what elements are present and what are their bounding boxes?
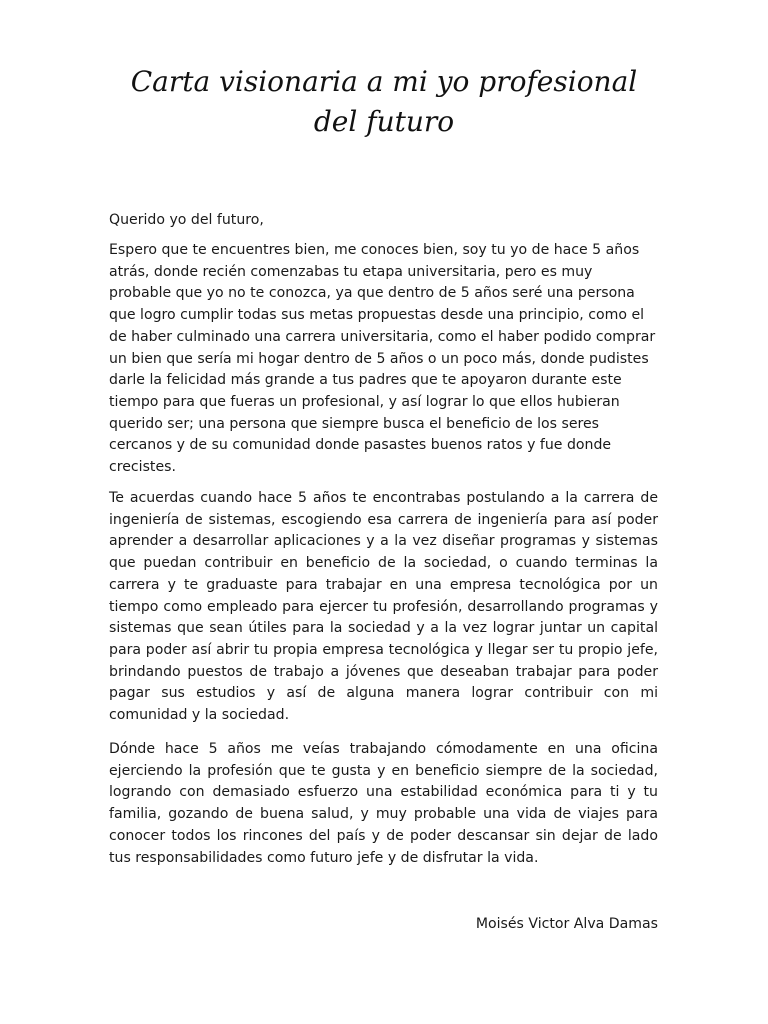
letter-paragraph-3: Dónde hace 5 años me veías trabajando cómodamente en una oficina ejerciendo la profesión que te gusta y en beneficio siempre de la sociedad, logrando con demasiado esfuerzo una estabilidad económica para ti y tu familia, gozando de buena salud, y muy probable una vida de viajes para conocer todos los rincones del país y de poder descansar sin dejar de lado tus responsabilidades como futuro jefe y de disfrutar la vida. <box>109 741 658 866</box>
letter-signature: Moisés Victor Alva Damas <box>475 916 658 932</box>
letter-paragraph-2: Te acuerdas cuando hace 5 años te encontrabas postulando a la carrera de ingeniería de sistemas, escogiendo esa carrera de ingeniería para así poder aprender a desarrollar aplicaciones y a la vez diseñar programas y sistemas que puedan contribuir en beneficio de la sociedad, o cuando terminas la carrera y te graduaste para trabajar en una empresa tecnológica por un tiempo como empleado para ejercer tu profesión, desarrollando programas y sistemas que sean útiles para la sociedad y a la vez lograr juntar un capital para poder así abrir tu propia empresa tecnológica y llegar ser tu propio jefe, brindando puestos de trabajo a jóvenes que deseaban trabajar para poder pagar sus estudios y así de alguna manera lograr contribuir con mi comunidad y la sociedad. <box>109 490 658 724</box>
document-title: Carta visionaria a mi yo profesional del futuro <box>130 65 638 138</box>
letter-greeting: Querido yo del futuro, <box>109 212 264 228</box>
letter-paragraph-1: Espero que te encuentres bien, me conoces bien, soy tu yo de hace 5 años atrás, donde recién comenzabas tu etapa universitaria, pero es muy probable que yo no te conozca, ya que dentro de 5 años seré una persona que logro cumplir todas sus metas propuestas desde una principio, como el de haber culminado una carrera universitaria, como el haber podido comprar un bien que sería mi hogar dentro de 5 años o un poco más, donde pudistes darle la felicidad más grande a tus padres que te apoyaron durante este tiempo para que fueras un profesional, y así lograr lo que ellos hubieran querido ser; una persona que siempre busca el beneficio de los seres cercanos y de su comunidad donde pasastes buenos ratos y fue donde crecistes. <box>109 242 656 476</box>
